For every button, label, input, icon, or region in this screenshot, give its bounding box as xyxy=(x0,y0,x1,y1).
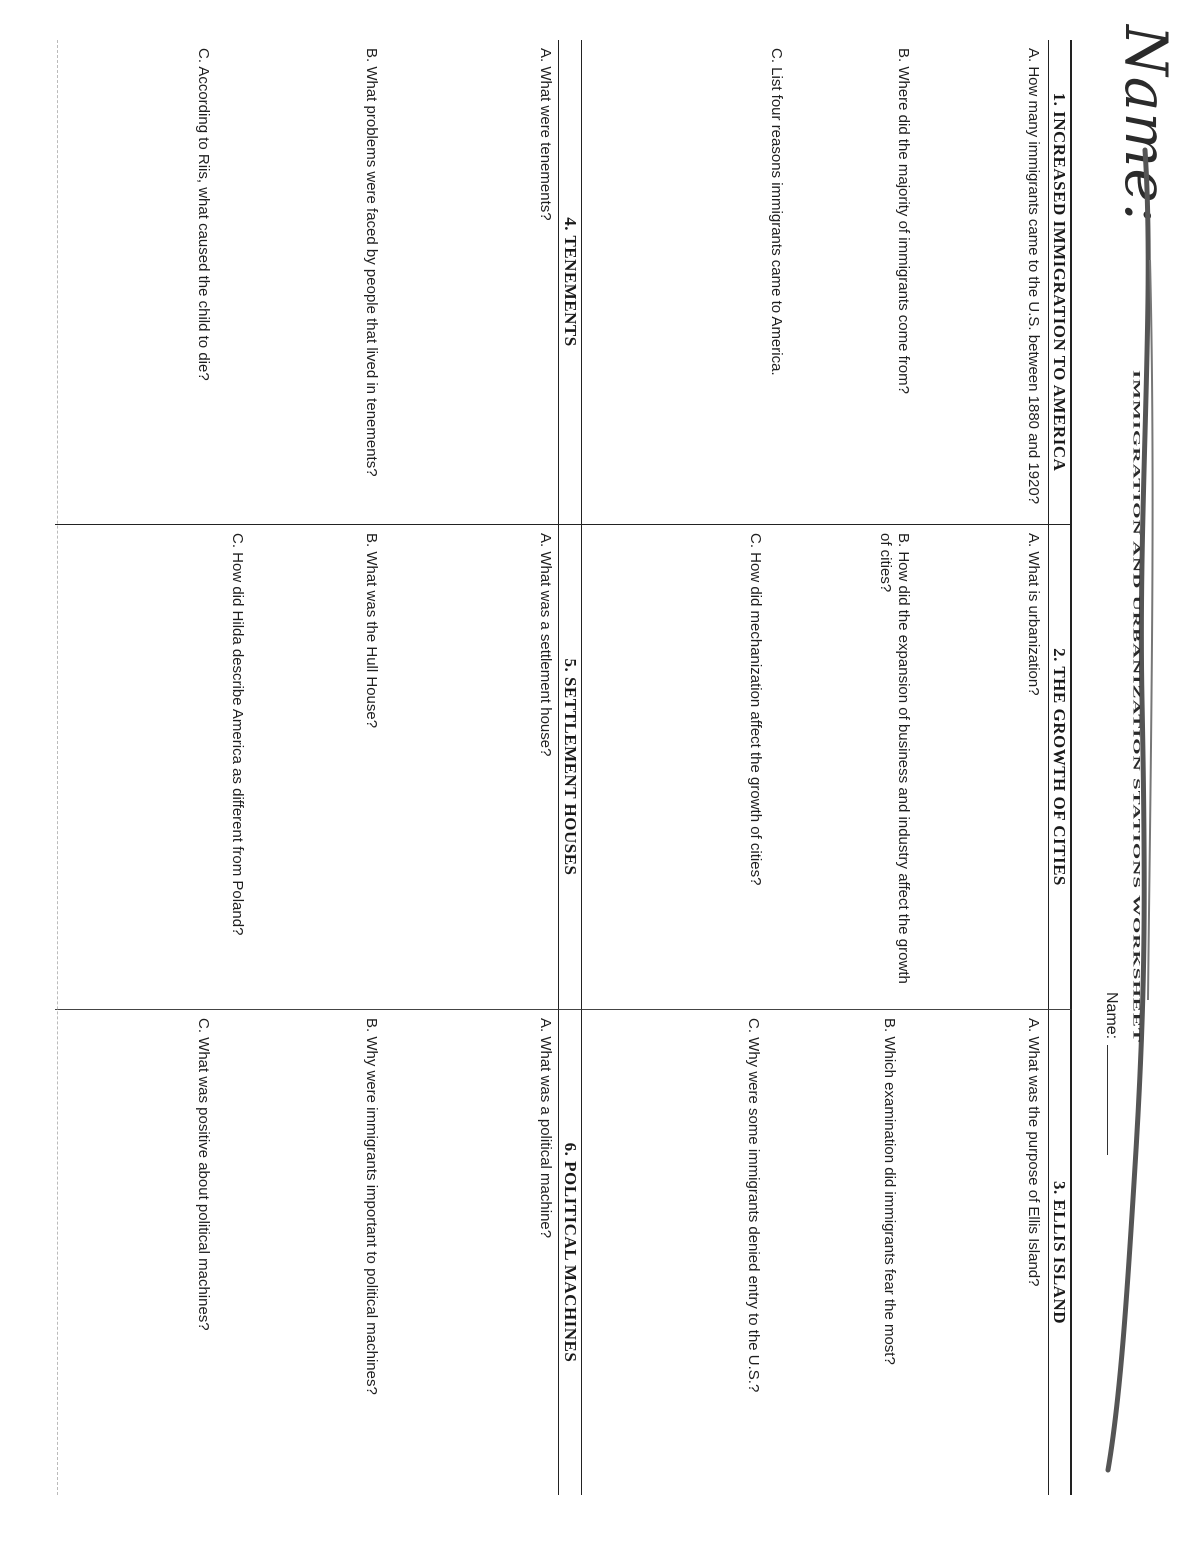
question-6a: A. What was a political machine? xyxy=(537,1018,554,1239)
handwritten-name: Name: xyxy=(1112,25,1180,225)
stations-table xyxy=(55,40,1072,1495)
question-5c: C. How did Hilda describe America as different from Poland? xyxy=(229,533,246,936)
question-2b: B. How did the expansion of business and industry affect the growth of cities? xyxy=(877,533,912,984)
question-1a: A. How many immigrants came to the U.S. between 1880 and 1920? xyxy=(1025,48,1042,505)
section-heading-6: 6. POLITICAL MACHINES xyxy=(558,1010,582,1495)
question-2a: A. What is urbanization? xyxy=(1025,533,1042,696)
name-field xyxy=(1102,992,1120,1155)
section-heading-4: 4. TENEMENTS xyxy=(558,40,582,525)
worksheet-title: IMMIGRATION AND URBANIZATION STATIONS WORKSHEET xyxy=(1131,370,1142,1043)
question-3a: A. What was the purpose of Ellis Island? xyxy=(1025,1018,1042,1287)
name-blank[interactable] xyxy=(1107,1045,1108,1155)
question-4c: C. According to Riis, what caused the child to die? xyxy=(195,48,212,381)
section-heading-3: 3. ELLIS ISLAND xyxy=(1048,1010,1072,1495)
section-body-3 xyxy=(582,1010,1048,1495)
question-6c: C. What was positive about political machines? xyxy=(195,1018,212,1331)
question-5a: A. What was a settlement house? xyxy=(537,533,554,757)
question-3b: B. Which examination did immigrants fear the most? xyxy=(881,1018,898,1365)
section-body-5 xyxy=(55,525,558,1010)
section-body-6 xyxy=(55,1010,558,1495)
section-body-1 xyxy=(582,40,1048,525)
section-heading-5: 5. SETTLEMENT HOUSES xyxy=(558,525,582,1010)
section-body-4 xyxy=(55,40,558,525)
question-4b: B. What problems were faced by people that lived in tenements? xyxy=(363,48,380,477)
question-5b: B. What was the Hull House? xyxy=(363,533,380,729)
question-2c: C. How did mechanization affect the growth of cities? xyxy=(747,533,764,886)
question-6b: B. Why were immigrants important to political machines? xyxy=(363,1018,380,1395)
question-4a: A. What were tenements? xyxy=(537,48,554,221)
question-1c: C. List four reasons immigrants came to America. xyxy=(768,48,785,376)
name-label: Name: xyxy=(1103,992,1120,1040)
question-3c: C. Why were some immigrants denied entry to the U.S.? xyxy=(745,1018,762,1393)
section-heading-2: 2. THE GROWTH OF CITIES xyxy=(1048,525,1072,1010)
section-body-2 xyxy=(582,525,1048,1010)
section-heading-1: 1. INCREASED IMMIGRATION TO AMERICA xyxy=(1048,40,1072,525)
page-bottom-edge xyxy=(57,40,58,1495)
question-1b: B. Where did the majority of immigrants come from? xyxy=(895,48,912,394)
